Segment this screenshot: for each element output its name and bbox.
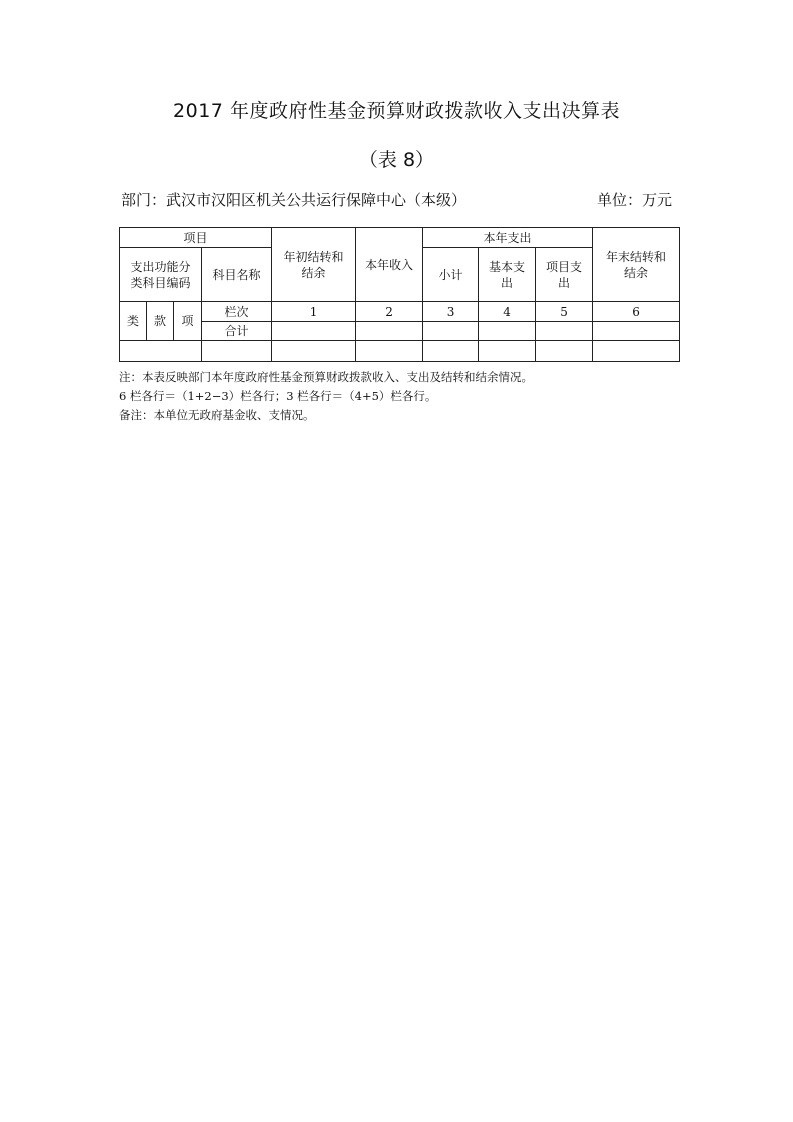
header-begin-line2: 结余 xyxy=(301,265,326,280)
header-project: 项目 xyxy=(120,228,272,248)
col-number-1: 1 xyxy=(272,302,356,322)
col-xiang: 项 xyxy=(174,302,202,341)
empty-cell xyxy=(356,341,423,362)
note-line: 备注：本单位无政府基金收、支情况。 xyxy=(119,408,315,422)
header-income: 本年收入 xyxy=(356,228,423,302)
department-label: 部门：武汉市汉阳区机关公共运行保障中心（本级） xyxy=(121,191,467,209)
header-project-exp-line1: 项目支 xyxy=(546,259,583,274)
table-row xyxy=(120,341,680,362)
header-basic-line1: 基本支 xyxy=(489,259,526,274)
total-cell xyxy=(423,322,479,341)
unit-label: 单位：万元 xyxy=(596,191,672,209)
col-lanci: 栏次 xyxy=(202,302,272,322)
header-expense: 本年支出 xyxy=(423,228,593,248)
header-subject-name: 科目名称 xyxy=(202,248,272,302)
total-cell xyxy=(536,322,593,341)
empty-cell xyxy=(202,341,272,362)
col-number-4: 4 xyxy=(479,302,536,322)
total-cell xyxy=(272,322,356,341)
header-basic-line2: 出 xyxy=(501,275,514,290)
col-number-2: 2 xyxy=(356,302,423,322)
note-line: 6 栏各行＝（1+2−3）栏各行；3 栏各行＝（4+5）栏各行。 xyxy=(119,389,437,403)
header-code-line2: 类科目编码 xyxy=(130,275,191,290)
empty-cell xyxy=(536,341,593,362)
notes-block xyxy=(119,368,533,425)
header-code-line1: 支出功能分 xyxy=(130,259,191,274)
page-title: 2017 年度政府性基金预算财政拨款收入支出决算表 xyxy=(173,100,620,122)
header-basic-expense xyxy=(479,248,536,302)
col-number-5: 5 xyxy=(536,302,593,322)
header-subtotal: 小计 xyxy=(423,248,479,302)
col-class: 类 xyxy=(120,302,147,341)
total-cell xyxy=(593,322,680,341)
table-number: （表 8） xyxy=(358,149,435,171)
header-begin-line1: 年初结转和 xyxy=(283,249,344,264)
header-begin-balance xyxy=(272,228,356,302)
header-end-line2: 结余 xyxy=(624,265,649,280)
note-line: 注：本表反映部门本年度政府性基金预算财政拨款收入、支出及结转和结余情况。 xyxy=(119,370,533,384)
header-project-exp-line2: 出 xyxy=(558,275,571,290)
header-project-expense xyxy=(536,248,593,302)
total-cell xyxy=(479,322,536,341)
header-end-line1: 年末结转和 xyxy=(606,249,667,264)
empty-cell xyxy=(479,341,536,362)
header-end-balance xyxy=(593,228,680,302)
col-number-6: 6 xyxy=(593,302,680,322)
col-kuan: 款 xyxy=(147,302,174,341)
empty-cell xyxy=(423,341,479,362)
empty-cell xyxy=(272,341,356,362)
header-code xyxy=(120,248,202,302)
total-cell xyxy=(356,322,423,341)
total-label: 合计 xyxy=(202,322,272,341)
fund-budget-table xyxy=(119,227,680,362)
col-number-3: 3 xyxy=(423,302,479,322)
empty-cell xyxy=(120,341,202,362)
empty-cell xyxy=(593,341,680,362)
